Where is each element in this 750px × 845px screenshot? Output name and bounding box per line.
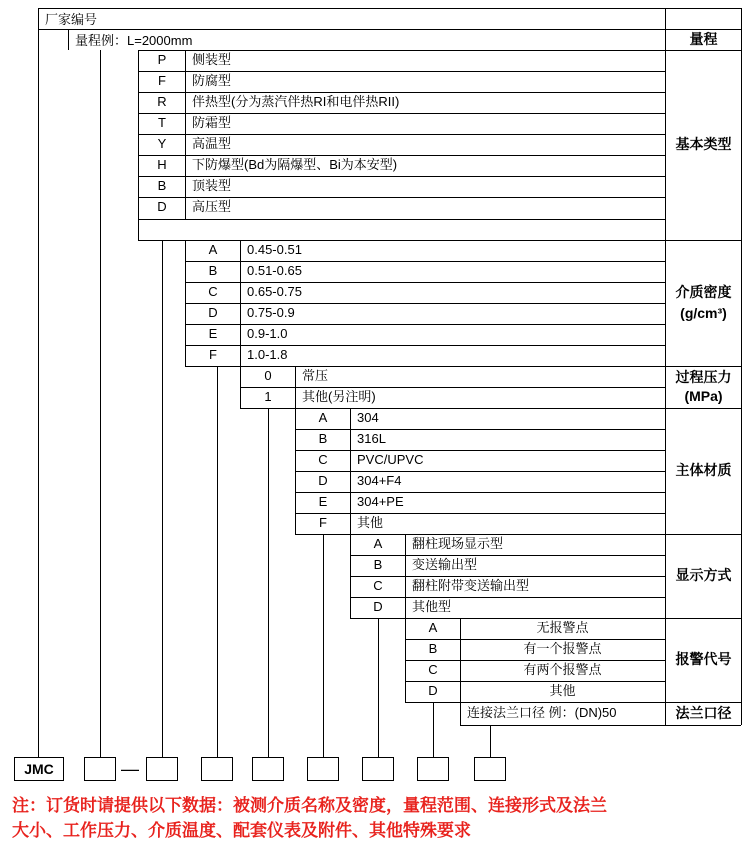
density-unit: (g/cm³) xyxy=(680,305,727,321)
basic-type-desc: 高压型 xyxy=(192,199,232,215)
alarm-code: A xyxy=(428,620,438,636)
basic-type-desc: 顶装型 xyxy=(192,178,232,194)
basic-type-code: Y xyxy=(157,136,167,152)
drop-line-manufacturer xyxy=(38,29,39,757)
basic-type-code: T xyxy=(158,115,166,131)
material-code: B xyxy=(318,431,328,447)
row-line-top xyxy=(38,8,741,9)
basic-type-desc: 侧装型 xyxy=(192,52,232,68)
basic-type-desc: 高温型 xyxy=(192,136,232,152)
material-code: C xyxy=(318,452,328,468)
row2-left-border xyxy=(68,29,69,50)
material-desc: 304 xyxy=(357,410,379,426)
material-desc: 304+F4 xyxy=(357,473,402,489)
material-code: F xyxy=(319,515,327,531)
group-label-display-mode: 显示方式 xyxy=(675,567,732,584)
basic-type-desc: 下防爆型(Bd为隔爆型、Bi为本安型) xyxy=(192,157,398,173)
density-desc: 0.45-0.51 xyxy=(247,242,302,258)
display-code: C xyxy=(373,578,383,594)
display-desc: 变送输出型 xyxy=(412,557,478,573)
drop-line-basic-type xyxy=(162,240,163,757)
density-desc: 0.9-1.0 xyxy=(247,326,288,342)
row-line-flange-bottom xyxy=(460,725,741,726)
density-code: D xyxy=(208,305,218,321)
basic-type-desc: 防腐型 xyxy=(192,73,232,89)
basic-type-code: D xyxy=(157,199,167,215)
drop-line-alarm xyxy=(433,702,434,757)
group-label-alarm-code: 报警代号 xyxy=(675,651,732,668)
flange-desc: 连接法兰口径 例：(DN)50 xyxy=(467,705,617,721)
pressure-code: 0 xyxy=(264,368,272,384)
basic-type-code: P xyxy=(157,52,167,68)
range-example-label: 量程例：L=2000mm xyxy=(75,33,193,48)
basic-type-box[interactable] xyxy=(146,757,178,781)
display-desc: 翻柱附带变送输出型 xyxy=(412,578,530,594)
group-label-density xyxy=(666,240,741,366)
density-code: F xyxy=(209,347,217,363)
drop-line-pressure xyxy=(268,408,269,757)
basic-type-code: R xyxy=(157,94,167,110)
group-label-basic-type: 基本类型 xyxy=(675,136,732,153)
density-code: A xyxy=(208,242,218,258)
note-line-1: 注：订货时请提供以下数据：被测介质名称及密度，量程范围、连接形式及法兰 xyxy=(12,796,607,815)
alarm-code: B xyxy=(428,641,438,657)
drop-line-material xyxy=(323,534,324,757)
density-desc: 0.65-0.75 xyxy=(247,284,302,300)
group-label-flange-size: 法兰口径 xyxy=(675,704,732,721)
basic-type-code: B xyxy=(157,178,167,194)
material-code: D xyxy=(318,473,328,489)
basic-type-desc: 伴热型(分为蒸汽伴热RI和电伴热RII) xyxy=(192,94,400,110)
basic-type-desc: 防霜型 xyxy=(192,115,232,131)
display-code: A xyxy=(373,536,383,552)
density-box[interactable] xyxy=(201,757,233,781)
material-code: A xyxy=(318,410,328,426)
density-code: E xyxy=(208,326,218,342)
display-code: B xyxy=(373,557,383,573)
material-code: E xyxy=(318,494,328,510)
material-desc: 316L xyxy=(357,431,386,447)
pressure-desc: 其他(另注明) xyxy=(302,389,376,405)
basic-type-code: H xyxy=(157,157,167,173)
row-line xyxy=(138,219,665,220)
density-code: C xyxy=(208,284,218,300)
drop-line-flange xyxy=(490,725,491,757)
density-desc: 0.51-0.65 xyxy=(247,263,302,279)
note-line-2: 大小、工作压力、介质温度、配套仪表及附件、其他特殊要求 xyxy=(12,821,471,840)
manufacturer-label: 厂家编号 xyxy=(45,12,98,27)
process-pressure-unit: (MPa) xyxy=(684,387,723,404)
alarm-code: D xyxy=(428,683,438,699)
pressure-box[interactable] xyxy=(252,757,284,781)
alarm-box[interactable] xyxy=(417,757,449,781)
group-label-body-material: 主体材质 xyxy=(675,462,732,479)
alarm-desc: 有两个报警点 xyxy=(523,662,602,678)
alarm-code: C xyxy=(428,662,438,678)
display-box[interactable] xyxy=(362,757,394,781)
drop-line-density xyxy=(217,366,218,757)
alarm-desc: 有一个报警点 xyxy=(523,641,602,657)
group-label-process-pressure xyxy=(666,366,741,408)
material-desc: PVC/UPVC xyxy=(357,452,424,468)
pressure-desc: 常压 xyxy=(302,368,329,384)
basic-type-code: F xyxy=(158,73,166,89)
material-box[interactable] xyxy=(307,757,339,781)
material-desc: 其他 xyxy=(357,515,384,531)
alarm-desc: 无报警点 xyxy=(536,620,589,636)
material-desc: 304+PE xyxy=(357,494,404,510)
pressure-code: 1 xyxy=(264,389,272,405)
group-label-range: 量程 xyxy=(689,30,718,47)
density-desc: 0.75-0.9 xyxy=(247,305,295,321)
flange-box[interactable] xyxy=(474,757,506,781)
model-code-box[interactable]: JMC xyxy=(14,757,64,781)
row1-left-border xyxy=(38,8,39,29)
process-pressure-title: 过程压力 xyxy=(675,369,732,386)
density-code: B xyxy=(208,263,218,279)
alarm-desc: 其他 xyxy=(549,683,576,699)
separator-dash: — xyxy=(121,758,139,779)
drop-line-display xyxy=(378,618,379,757)
display-code: D xyxy=(373,599,383,615)
display-desc: 其他型 xyxy=(412,599,452,615)
range-box[interactable] xyxy=(84,757,116,781)
drop-line-range xyxy=(100,50,101,757)
display-desc: 翻柱现场显示型 xyxy=(412,536,504,552)
density-title: 介质密度 xyxy=(675,283,732,300)
density-desc: 1.0-1.8 xyxy=(247,347,288,363)
outer-right-border xyxy=(741,8,742,725)
